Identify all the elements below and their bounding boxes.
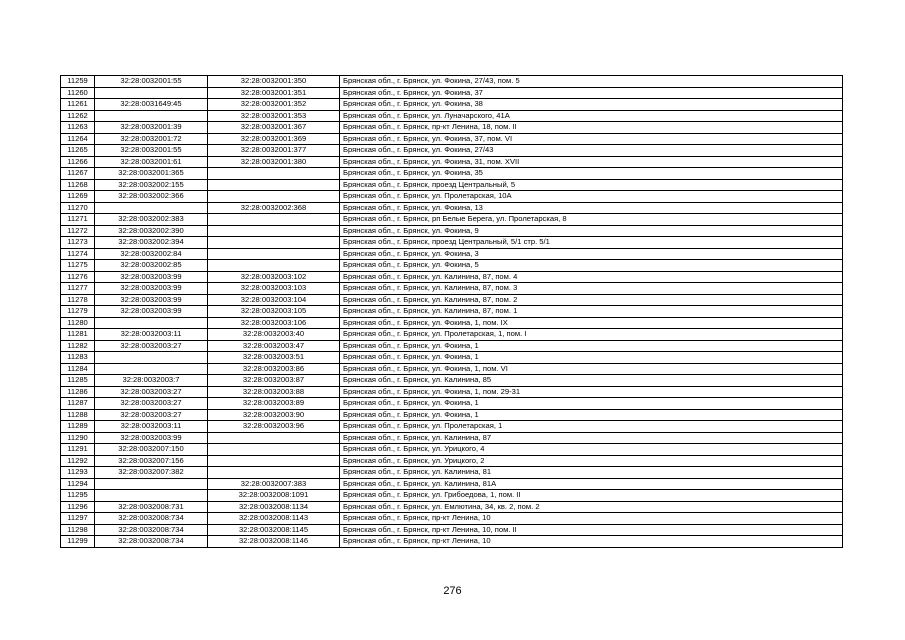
object-cadastral-number-cell: 32:28:0032001:352 (208, 99, 340, 111)
address-cell: Брянская обл., г. Брянск, ул. Фокина, 37, пом. VI (340, 133, 843, 145)
parcel-cadastral-number-cell (95, 478, 208, 490)
row-number-cell: 11275 (61, 260, 95, 272)
parcel-cadastral-number-cell: 32:28:0032003:27 (95, 409, 208, 421)
page-number: 276 (443, 585, 462, 597)
parcel-cadastral-number-cell: 32:28:0032003:99 (95, 294, 208, 306)
object-cadastral-number-cell (208, 214, 340, 226)
object-cadastral-number-cell: 32:28:0032003:88 (208, 386, 340, 398)
row-number-cell: 11291 (61, 444, 95, 456)
table-row (61, 513, 843, 525)
parcel-cadastral-number-cell: 32:28:0032003:27 (95, 398, 208, 410)
table-row (61, 156, 843, 168)
parcel-cadastral-number-cell (95, 202, 208, 214)
object-cadastral-number-cell (208, 248, 340, 260)
object-cadastral-number-cell: 32:28:0032001:380 (208, 156, 340, 168)
table-row (61, 524, 843, 536)
table-row (61, 237, 843, 249)
parcel-cadastral-number-cell: 32:28:0032008:734 (95, 536, 208, 548)
table-row (61, 352, 843, 364)
table-row (61, 386, 843, 398)
row-number-cell: 11260 (61, 87, 95, 99)
parcel-cadastral-number-cell: 32:28:0032008:734 (95, 513, 208, 525)
address-cell: Брянская обл., г. Брянск, ул. Грибоедова, 1, пом. II (340, 490, 843, 502)
object-cadastral-number-cell: 32:28:0032003:103 (208, 283, 340, 295)
row-number-cell: 11299 (61, 536, 95, 548)
row-number-cell: 11261 (61, 99, 95, 111)
object-cadastral-number-cell (208, 455, 340, 467)
address-cell: Брянская обл., г. Брянск, ул. Фокина, 27/43 (340, 145, 843, 157)
row-number-cell: 11269 (61, 191, 95, 203)
parcel-cadastral-number-cell: 32:28:0032002:383 (95, 214, 208, 226)
address-cell: Брянская обл., г. Брянск, ул. Емлютина, 34, кв. 2, пом. 2 (340, 501, 843, 513)
parcel-cadastral-number-cell: 32:28:0032002:85 (95, 260, 208, 272)
parcel-cadastral-number-cell: 32:28:0032003:7 (95, 375, 208, 387)
table-row (61, 122, 843, 134)
parcel-cadastral-number-cell: 32:28:0032003:99 (95, 306, 208, 318)
cadastral-table (60, 75, 843, 548)
object-cadastral-number-cell: 32:28:0032002:368 (208, 202, 340, 214)
table-row (61, 398, 843, 410)
parcel-cadastral-number-cell (95, 352, 208, 364)
address-cell: Брянская обл., г. Брянск, ул. Калинина, 87, пом. 3 (340, 283, 843, 295)
object-cadastral-number-cell: 32:28:0032001:377 (208, 145, 340, 157)
address-cell: Брянская обл., г. Брянск, пр-кт Ленина, 10 (340, 513, 843, 525)
object-cadastral-number-cell: 32:28:0032008:1143 (208, 513, 340, 525)
object-cadastral-number-cell: 32:28:0032003:51 (208, 352, 340, 364)
table-row (61, 444, 843, 456)
row-number-cell: 11278 (61, 294, 95, 306)
parcel-cadastral-number-cell: 32:28:0032002:366 (95, 191, 208, 203)
parcel-cadastral-number-cell: 32:28:0032003:11 (95, 421, 208, 433)
parcel-cadastral-number-cell: 32:28:0032002:84 (95, 248, 208, 260)
row-number-cell: 11277 (61, 283, 95, 295)
table-row (61, 271, 843, 283)
table-body (61, 76, 843, 548)
parcel-cadastral-number-cell: 32:28:0032008:731 (95, 501, 208, 513)
address-cell: Брянская обл., г. Брянск, пр-кт Ленина, 18, пом. II (340, 122, 843, 134)
table-row (61, 99, 843, 111)
object-cadastral-number-cell (208, 432, 340, 444)
row-number-cell: 11267 (61, 168, 95, 180)
row-number-cell: 11285 (61, 375, 95, 387)
object-cadastral-number-cell (208, 168, 340, 180)
address-cell: Брянская обл., г. Брянск, ул. Луначарского, 41А (340, 110, 843, 122)
address-cell: Брянская обл., г. Брянск, пр-кт Ленина, 10, пом. II (340, 524, 843, 536)
object-cadastral-number-cell: 32:28:0032003:90 (208, 409, 340, 421)
parcel-cadastral-number-cell (95, 317, 208, 329)
row-number-cell: 11286 (61, 386, 95, 398)
object-cadastral-number-cell: 32:28:0032007:383 (208, 478, 340, 490)
address-cell: Брянская обл., г. Брянск, ул. Калинина, 85 (340, 375, 843, 387)
row-number-cell: 11288 (61, 409, 95, 421)
address-cell: Брянская обл., г. Брянск, ул. Фокина, 27/43, пом. 5 (340, 76, 843, 88)
row-number-cell: 11293 (61, 467, 95, 479)
parcel-cadastral-number-cell: 32:28:0032003:99 (95, 283, 208, 295)
parcel-cadastral-number-cell: 32:28:0032001:55 (95, 76, 208, 88)
row-number-cell: 11290 (61, 432, 95, 444)
address-cell: Брянская обл., г. Брянск, ул. Калинина, 87, пом. 4 (340, 271, 843, 283)
parcel-cadastral-number-cell: 32:28:0032002:394 (95, 237, 208, 249)
row-number-cell: 11270 (61, 202, 95, 214)
object-cadastral-number-cell: 32:28:0032003:87 (208, 375, 340, 387)
parcel-cadastral-number-cell: 32:28:0032001:39 (95, 122, 208, 134)
address-cell: Брянская обл., г. Брянск, ул. Фокина, 1, пом. 29-31 (340, 386, 843, 398)
parcel-cadastral-number-cell (95, 363, 208, 375)
row-number-cell: 11294 (61, 478, 95, 490)
address-cell: Брянская обл., г. Брянск, ул. Пролетарская, 1, пом. I (340, 329, 843, 341)
address-cell: Брянская обл., г. Брянск, ул. Пролетарская, 1 (340, 421, 843, 433)
table-row (61, 501, 843, 513)
row-number-cell: 11279 (61, 306, 95, 318)
object-cadastral-number-cell: 32:28:0032003:89 (208, 398, 340, 410)
table-row (61, 536, 843, 548)
address-cell: Брянская обл., г. Брянск, ул. Урицкого, 2 (340, 455, 843, 467)
parcel-cadastral-number-cell: 32:28:0032008:734 (95, 524, 208, 536)
parcel-cadastral-number-cell: 32:28:0032007:150 (95, 444, 208, 456)
address-cell: Брянская обл., г. Брянск, ул. Фокина, 1 (340, 409, 843, 421)
object-cadastral-number-cell: 32:28:0032003:96 (208, 421, 340, 433)
row-number-cell: 11264 (61, 133, 95, 145)
object-cadastral-number-cell: 32:28:0032001:350 (208, 76, 340, 88)
object-cadastral-number-cell: 32:28:0032003:102 (208, 271, 340, 283)
row-number-cell: 11276 (61, 271, 95, 283)
address-cell: Брянская обл., г. Брянск, ул. Фокина, 1 (340, 352, 843, 364)
address-cell: Брянская обл., г. Брянск, ул. Урицкого, 4 (340, 444, 843, 456)
address-cell: Брянская обл., г. Брянск, проезд Центральный, 5/1 стр. 5/1 (340, 237, 843, 249)
table-row (61, 214, 843, 226)
object-cadastral-number-cell: 32:28:0032001:369 (208, 133, 340, 145)
row-number-cell: 11266 (61, 156, 95, 168)
object-cadastral-number-cell (208, 179, 340, 191)
object-cadastral-number-cell (208, 260, 340, 272)
object-cadastral-number-cell: 32:28:0032008:1134 (208, 501, 340, 513)
address-cell: Брянская обл., г. Брянск, ул. Калинина, 87 (340, 432, 843, 444)
table-row (61, 133, 843, 145)
object-cadastral-number-cell: 32:28:0032003:47 (208, 340, 340, 352)
row-number-cell: 11265 (61, 145, 95, 157)
row-number-cell: 11298 (61, 524, 95, 536)
parcel-cadastral-number-cell: 32:28:0032001:55 (95, 145, 208, 157)
parcel-cadastral-number-cell: 32:28:0032001:72 (95, 133, 208, 145)
object-cadastral-number-cell (208, 225, 340, 237)
table-row (61, 490, 843, 502)
parcel-cadastral-number-cell (95, 87, 208, 99)
parcel-cadastral-number-cell: 32:28:0032007:382 (95, 467, 208, 479)
row-number-cell: 11292 (61, 455, 95, 467)
table-row (61, 329, 843, 341)
address-cell: Брянская обл., г. Брянск, ул. Калинина, 81А (340, 478, 843, 490)
parcel-cadastral-number-cell: 32:28:0031649:45 (95, 99, 208, 111)
address-cell: Брянская обл., г. Брянск, ул. Фокина, 35 (340, 168, 843, 180)
table-row (61, 179, 843, 191)
address-cell: Брянская обл., г. Брянск, ул. Фокина, 1, пом. VI (340, 363, 843, 375)
address-cell: Брянская обл., г. Брянск, ул. Фокина, 31, пом. XVII (340, 156, 843, 168)
table-row (61, 145, 843, 157)
object-cadastral-number-cell: 32:28:0032003:105 (208, 306, 340, 318)
table-row (61, 87, 843, 99)
table-row (61, 306, 843, 318)
table-row (61, 375, 843, 387)
parcel-cadastral-number-cell: 32:28:0032003:11 (95, 329, 208, 341)
parcel-cadastral-number-cell: 32:28:0032007:156 (95, 455, 208, 467)
row-number-cell: 11263 (61, 122, 95, 134)
object-cadastral-number-cell (208, 191, 340, 203)
row-number-cell: 11283 (61, 352, 95, 364)
row-number-cell: 11274 (61, 248, 95, 260)
table-row (61, 225, 843, 237)
table-row (61, 478, 843, 490)
parcel-cadastral-number-cell: 32:28:0032003:99 (95, 271, 208, 283)
table-row (61, 283, 843, 295)
parcel-cadastral-number-cell: 32:28:0032003:27 (95, 386, 208, 398)
address-cell: Брянская обл., г. Брянск, ул. Фокина, 1 (340, 398, 843, 410)
table-row (61, 202, 843, 214)
table-row (61, 421, 843, 433)
row-number-cell: 11259 (61, 76, 95, 88)
address-cell: Брянская обл., г. Брянск, рп Белые Берега, ул. Пролетарская, 8 (340, 214, 843, 226)
object-cadastral-number-cell: 32:28:0032003:40 (208, 329, 340, 341)
address-cell: Брянская обл., г. Брянск, проезд Центральный, 5 (340, 179, 843, 191)
row-number-cell: 11272 (61, 225, 95, 237)
table-row (61, 191, 843, 203)
object-cadastral-number-cell: 32:28:0032001:367 (208, 122, 340, 134)
parcel-cadastral-number-cell: 32:28:0032001:61 (95, 156, 208, 168)
parcel-cadastral-number-cell: 32:28:0032001:365 (95, 168, 208, 180)
address-cell: Брянская обл., г. Брянск, ул. Фокина, 1 (340, 340, 843, 352)
object-cadastral-number-cell: 32:28:0032001:353 (208, 110, 340, 122)
table-row (61, 317, 843, 329)
object-cadastral-number-cell (208, 467, 340, 479)
row-number-cell: 11297 (61, 513, 95, 525)
table-row (61, 409, 843, 421)
row-number-cell: 11281 (61, 329, 95, 341)
address-cell: Брянская обл., г. Брянск, ул. Фокина, 3 (340, 248, 843, 260)
address-cell: Брянская обл., г. Брянск, ул. Пролетарская, 10А (340, 191, 843, 203)
parcel-cadastral-number-cell: 32:28:0032002:155 (95, 179, 208, 191)
row-number-cell: 11296 (61, 501, 95, 513)
table-row (61, 467, 843, 479)
object-cadastral-number-cell: 32:28:0032003:86 (208, 363, 340, 375)
row-number-cell: 11287 (61, 398, 95, 410)
address-cell: Брянская обл., г. Брянск, ул. Калинина, 81 (340, 467, 843, 479)
row-number-cell: 11289 (61, 421, 95, 433)
parcel-cadastral-number-cell (95, 110, 208, 122)
parcel-cadastral-number-cell (95, 490, 208, 502)
row-number-cell: 11273 (61, 237, 95, 249)
table-row (61, 248, 843, 260)
object-cadastral-number-cell: 32:28:0032008:1091 (208, 490, 340, 502)
table-row (61, 76, 843, 88)
object-cadastral-number-cell: 32:28:0032008:1145 (208, 524, 340, 536)
object-cadastral-number-cell: 32:28:0032003:104 (208, 294, 340, 306)
table-row (61, 455, 843, 467)
object-cadastral-number-cell (208, 444, 340, 456)
table-row (61, 340, 843, 352)
address-cell: Брянская обл., г. Брянск, ул. Фокина, 38 (340, 99, 843, 111)
row-number-cell: 11284 (61, 363, 95, 375)
parcel-cadastral-number-cell: 32:28:0032003:27 (95, 340, 208, 352)
row-number-cell: 11280 (61, 317, 95, 329)
address-cell: Брянская обл., г. Брянск, ул. Фокина, 5 (340, 260, 843, 272)
row-number-cell: 11282 (61, 340, 95, 352)
table-row (61, 363, 843, 375)
address-cell: Брянская обл., г. Брянск, ул. Фокина, 9 (340, 225, 843, 237)
row-number-cell: 11268 (61, 179, 95, 191)
object-cadastral-number-cell: 32:28:0032003:106 (208, 317, 340, 329)
table-row (61, 294, 843, 306)
table-row (61, 432, 843, 444)
address-cell: Брянская обл., г. Брянск, ул. Калинина, 87, пом. 1 (340, 306, 843, 318)
table-row (61, 168, 843, 180)
address-cell: Брянская обл., г. Брянск, ул. Фокина, 1, пом. IX (340, 317, 843, 329)
parcel-cadastral-number-cell: 32:28:0032003:99 (95, 432, 208, 444)
address-cell: Брянская обл., г. Брянск, ул. Фокина, 37 (340, 87, 843, 99)
address-cell: Брянская обл., г. Брянск, пр-кт Ленина, 10 (340, 536, 843, 548)
row-number-cell: 11271 (61, 214, 95, 226)
row-number-cell: 11295 (61, 490, 95, 502)
table-row (61, 110, 843, 122)
object-cadastral-number-cell: 32:28:0032008:1146 (208, 536, 340, 548)
row-number-cell: 11262 (61, 110, 95, 122)
parcel-cadastral-number-cell: 32:28:0032002:390 (95, 225, 208, 237)
table-row (61, 260, 843, 272)
address-cell: Брянская обл., г. Брянск, ул. Фокина, 13 (340, 202, 843, 214)
address-cell: Брянская обл., г. Брянск, ул. Калинина, 87, пом. 2 (340, 294, 843, 306)
object-cadastral-number-cell (208, 237, 340, 249)
object-cadastral-number-cell: 32:28:0032001:351 (208, 87, 340, 99)
